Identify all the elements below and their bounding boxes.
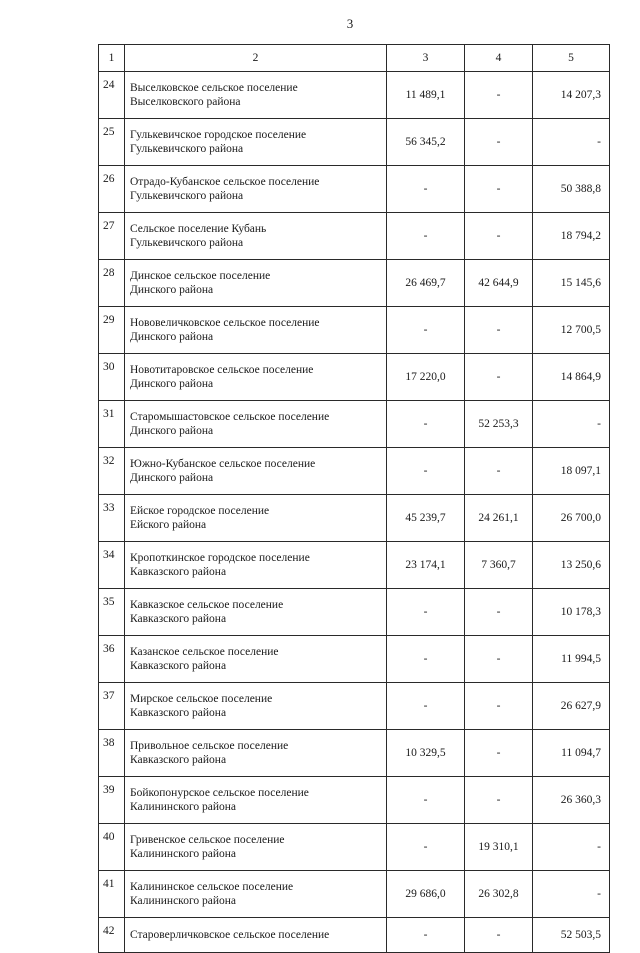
value-col-3: -	[387, 777, 465, 824]
value-col-5: 18 794,2	[533, 213, 610, 260]
value-col-3: 56 345,2	[387, 119, 465, 166]
value-col-5: 26 627,9	[533, 683, 610, 730]
value-col-3: 10 329,5	[387, 730, 465, 777]
row-number: 28	[99, 260, 125, 307]
value-col-5: 13 250,6	[533, 542, 610, 589]
table-row	[99, 918, 610, 953]
value-col-4: -	[465, 354, 533, 401]
settlement-name	[125, 72, 387, 119]
value-col-3: -	[387, 401, 465, 448]
value-col-3: -	[387, 683, 465, 730]
district-name-line: Калининского района	[130, 801, 237, 813]
value-col-4: -	[465, 777, 533, 824]
value-col-3: 23 174,1	[387, 542, 465, 589]
row-number: 37	[99, 683, 125, 730]
value-col-3: -	[387, 166, 465, 213]
district-name-line: Калининского района	[130, 895, 237, 907]
table-row	[99, 119, 610, 166]
district-name-line: Гулькевичского района	[130, 237, 244, 249]
table-row	[99, 166, 610, 213]
settlement-name-line: Динское сельское поселение	[130, 270, 271, 282]
settlement-name	[125, 636, 387, 683]
table-row	[99, 72, 610, 119]
row-number: 33	[99, 495, 125, 542]
district-name-line: Кавказского района	[130, 660, 227, 672]
value-col-5: 15 145,6	[533, 260, 610, 307]
settlement-name-line: Казанское сельское поселение	[130, 646, 279, 658]
value-col-4: 26 302,8	[465, 871, 533, 918]
table-row	[99, 730, 610, 777]
table-row	[99, 401, 610, 448]
header-col-2: 2	[125, 45, 387, 72]
value-col-3: 11 489,1	[387, 72, 465, 119]
district-name-line: Динского района	[130, 378, 214, 390]
district-name-line: Гулькевичского района	[130, 190, 244, 202]
value-col-5: -	[533, 401, 610, 448]
row-number: 24	[99, 72, 125, 119]
row-number: 25	[99, 119, 125, 166]
settlement-name-line: Кавказское сельское поселение	[130, 599, 284, 611]
district-name-line: Динского района	[130, 472, 214, 484]
value-col-3: 26 469,7	[387, 260, 465, 307]
district-name-line: Динского района	[130, 425, 214, 437]
settlement-name	[125, 730, 387, 777]
value-col-4: 24 261,1	[465, 495, 533, 542]
value-col-5: 14 864,9	[533, 354, 610, 401]
value-col-3: 45 239,7	[387, 495, 465, 542]
value-col-3: 29 686,0	[387, 871, 465, 918]
row-number: 42	[99, 918, 125, 953]
settlement-name-line: Выселковское сельское поселение	[130, 82, 298, 94]
row-number: 26	[99, 166, 125, 213]
settlement-name	[125, 213, 387, 260]
settlement-name-line: Новотитаровское сельское поселение	[130, 364, 314, 376]
table-row	[99, 495, 610, 542]
value-col-5: 18 097,1	[533, 448, 610, 495]
value-col-3: -	[387, 307, 465, 354]
value-col-3: -	[387, 824, 465, 871]
district-name-line: Ейского района	[130, 519, 207, 531]
table-row	[99, 683, 610, 730]
settlement-name	[125, 448, 387, 495]
settlement-name	[125, 307, 387, 354]
settlement-name-line: Ейское городское поселение	[130, 505, 270, 517]
settlement-name	[125, 918, 387, 953]
value-col-3: -	[387, 213, 465, 260]
value-col-3: -	[387, 636, 465, 683]
value-col-5: 11 994,5	[533, 636, 610, 683]
settlement-name	[125, 683, 387, 730]
settlement-name-line: Староверличковское сельское поселение	[130, 929, 330, 941]
row-number: 31	[99, 401, 125, 448]
page-number: 3	[346, 16, 354, 31]
value-col-4: -	[465, 213, 533, 260]
value-col-3: -	[387, 918, 465, 953]
row-number: 34	[99, 542, 125, 589]
settlement-name-line: Нововеличковское сельское поселение	[130, 317, 320, 329]
value-col-5: 50 388,8	[533, 166, 610, 213]
table-row	[99, 589, 610, 636]
district-name-line: Динского района	[130, 331, 214, 343]
value-col-4: 7 360,7	[465, 542, 533, 589]
value-col-4: -	[465, 166, 533, 213]
settlement-name-line: Мирское сельское поселение	[130, 693, 273, 705]
settlement-name-line: Отрадо-Кубанское сельское поселение	[130, 176, 320, 188]
table-row	[99, 542, 610, 589]
value-col-5: 52 503,5	[533, 918, 610, 953]
district-name-line: Кавказского района	[130, 754, 227, 766]
settlement-name-line: Бойкопонурское сельское поселение	[130, 787, 309, 799]
row-number: 39	[99, 777, 125, 824]
settlement-name	[125, 401, 387, 448]
value-col-5: 14 207,3	[533, 72, 610, 119]
value-col-4: -	[465, 307, 533, 354]
district-name-line: Калининского района	[130, 848, 237, 860]
header-col-4: 4	[465, 45, 533, 72]
value-col-4: -	[465, 730, 533, 777]
table-row	[99, 213, 610, 260]
row-number: 30	[99, 354, 125, 401]
table-row	[99, 636, 610, 683]
settlement-name	[125, 495, 387, 542]
table-header-row	[99, 45, 610, 72]
row-number: 36	[99, 636, 125, 683]
settlement-name-line: Привольное сельское поселение	[130, 740, 289, 752]
value-col-3: -	[387, 589, 465, 636]
value-col-5: 26 700,0	[533, 495, 610, 542]
value-col-4: -	[465, 448, 533, 495]
header-col-3: 3	[387, 45, 465, 72]
table-row	[99, 871, 610, 918]
settlement-name-line: Калининское сельское поселение	[130, 881, 294, 893]
settlement-name	[125, 777, 387, 824]
value-col-4: -	[465, 119, 533, 166]
value-col-4: -	[465, 918, 533, 953]
row-number: 29	[99, 307, 125, 354]
value-col-5: -	[533, 119, 610, 166]
district-name-line: Выселковского района	[130, 96, 241, 108]
settlement-name	[125, 824, 387, 871]
value-col-5: 12 700,5	[533, 307, 610, 354]
settlement-name-line: Гривенское сельское поселение	[130, 834, 285, 846]
settlement-name	[125, 354, 387, 401]
value-col-4: 52 253,3	[465, 401, 533, 448]
table-row	[99, 307, 610, 354]
value-col-3: 17 220,0	[387, 354, 465, 401]
table-row	[99, 824, 610, 871]
settlement-name-line: Кропоткинское городское поселение	[130, 552, 310, 564]
value-col-4: 42 644,9	[465, 260, 533, 307]
value-col-4: 19 310,1	[465, 824, 533, 871]
district-name-line: Динского района	[130, 284, 214, 296]
value-col-5: -	[533, 824, 610, 871]
allocation-table	[98, 44, 610, 953]
table-row	[99, 260, 610, 307]
settlement-name	[125, 166, 387, 213]
row-number: 27	[99, 213, 125, 260]
value-col-3: -	[387, 448, 465, 495]
row-number: 38	[99, 730, 125, 777]
value-col-4: -	[465, 636, 533, 683]
settlement-name	[125, 589, 387, 636]
settlement-name-line: Сельское поселение Кубань	[130, 223, 267, 235]
settlement-name-line: Гулькевичское городское поселение	[130, 129, 307, 141]
value-col-4: -	[465, 72, 533, 119]
value-col-5: 26 360,3	[533, 777, 610, 824]
row-number: 40	[99, 824, 125, 871]
value-col-5: 10 178,3	[533, 589, 610, 636]
table-row	[99, 777, 610, 824]
value-col-5: 11 094,7	[533, 730, 610, 777]
district-name-line: Гулькевичского района	[130, 143, 244, 155]
row-number: 41	[99, 871, 125, 918]
header-col-5: 5	[533, 45, 610, 72]
settlement-name-line: Южно-Кубанское сельское поселение	[130, 458, 316, 470]
value-col-5: -	[533, 871, 610, 918]
table-row	[99, 448, 610, 495]
district-name-line: Кавказского района	[130, 566, 227, 578]
row-number: 35	[99, 589, 125, 636]
district-name-line: Кавказского района	[130, 613, 227, 625]
value-col-4: -	[465, 683, 533, 730]
row-number: 32	[99, 448, 125, 495]
district-name-line: Кавказского района	[130, 707, 227, 719]
settlement-name	[125, 260, 387, 307]
header-col-1: 1	[99, 45, 125, 72]
settlement-name	[125, 871, 387, 918]
settlement-name-line: Старомышастовское сельское поселение	[130, 411, 330, 423]
value-col-4: -	[465, 589, 533, 636]
table-row	[99, 354, 610, 401]
settlement-name	[125, 542, 387, 589]
settlement-name	[125, 119, 387, 166]
